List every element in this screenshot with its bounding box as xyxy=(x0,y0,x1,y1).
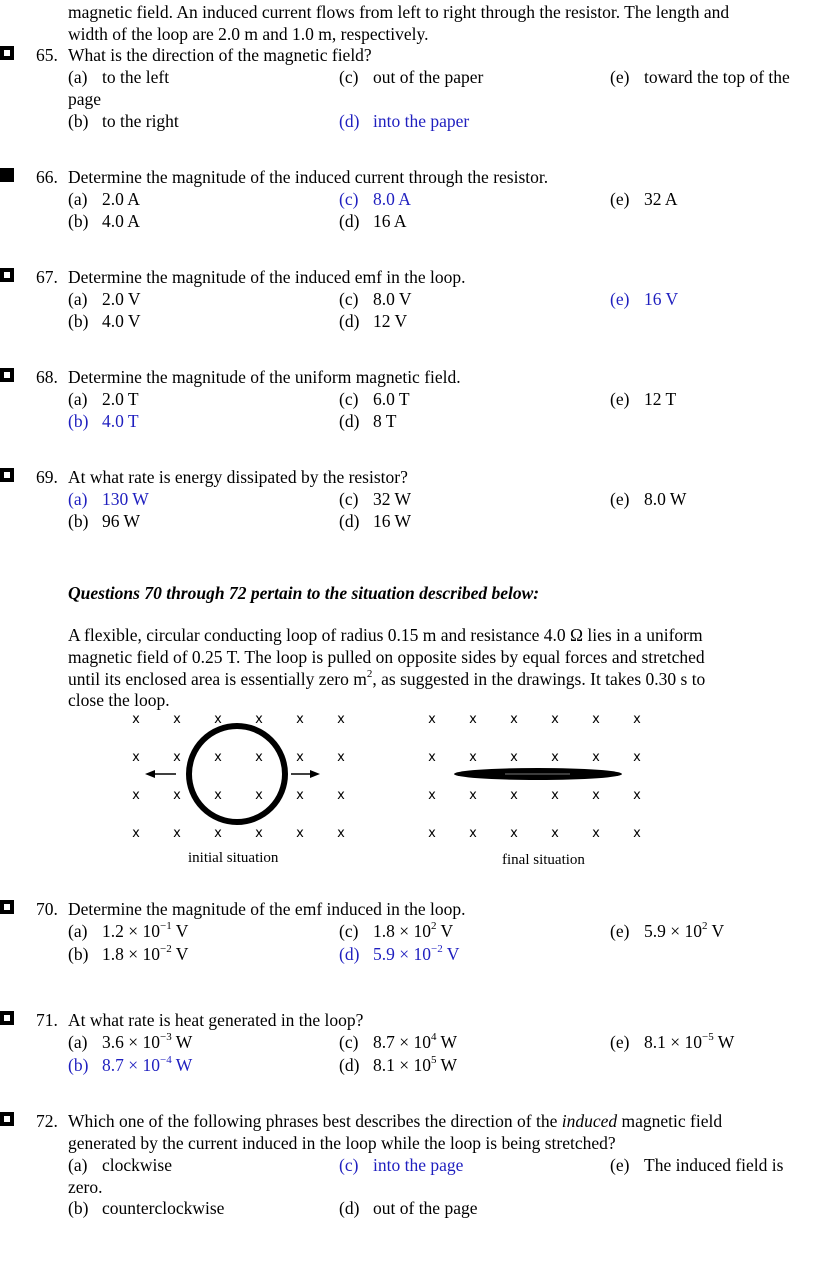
q65-option-b[interactable]: (b) to the right xyxy=(68,111,179,131)
q66-option-c-correct[interactable]: (c) 8.0 A xyxy=(339,189,411,209)
situation-paragraph-line-4: close the loop. xyxy=(68,690,170,710)
field-x-mark: x xyxy=(132,826,140,841)
q66-option-b[interactable]: (b) 4.0 A xyxy=(68,211,140,231)
question-70-number: 70. xyxy=(36,899,58,919)
field-x-mark: x xyxy=(337,826,345,841)
initial-situation-label: initial situation xyxy=(188,850,279,866)
q68-option-b-correct[interactable]: (b) 4.0 T xyxy=(68,411,139,431)
q71-option-a[interactable]: (a) $3.6 \times 10^{-3}$ W xyxy=(68,1031,193,1052)
field-x-mark: x xyxy=(510,826,518,841)
field-x-mark: x xyxy=(214,712,222,727)
question-marker-icon[interactable] xyxy=(0,468,14,482)
field-x-mark: x xyxy=(214,826,222,841)
question-67-number: 67. xyxy=(36,267,58,287)
field-x-mark: x xyxy=(337,788,345,803)
question-marker-filled-icon[interactable] xyxy=(0,168,14,182)
question-marker-icon[interactable] xyxy=(0,1011,14,1025)
question-65-text: What is the direction of the magnetic field? xyxy=(68,45,372,65)
situation-paragraph-line-3: until its enclosed area is essentially zero $m^2$, as suggested in the drawings. It takes 0.30 s to xyxy=(68,668,706,689)
question-68-text: Determine the magnitude of the uniform magnetic field. xyxy=(68,367,461,387)
q69-option-e[interactable]: (e) 8.0 W xyxy=(610,489,687,509)
q70-option-e[interactable]: (e) $5.9 \times 10^2$ V xyxy=(610,920,725,941)
q66-option-d[interactable]: (d) 16 A xyxy=(339,211,407,231)
right-force-arrow-icon xyxy=(291,770,320,778)
q70-option-c[interactable]: (c) $1.8 \times 10^2$ V xyxy=(339,920,454,941)
field-x-mark: x xyxy=(428,712,436,727)
field-x-mark: x xyxy=(469,712,477,727)
field-x-mark: x xyxy=(214,750,222,765)
question-65-number: 65. xyxy=(36,45,58,65)
q69-option-d[interactable]: (d) 16 W xyxy=(339,511,412,531)
question-72-text-line-1: Which one of the following phrases best describes the direction of the induced magnetic field xyxy=(68,1111,723,1131)
q70-option-b[interactable]: (b) $1.8 \times 10^{-2}$ V xyxy=(68,943,189,964)
q65-option-d-correct[interactable]: (d) into the paper xyxy=(339,111,470,131)
field-x-mark: x xyxy=(633,826,641,841)
collapsed-loop-final xyxy=(454,768,622,780)
field-x-mark: x xyxy=(469,788,477,803)
q72-option-e[interactable]: (e) The induced field is xyxy=(610,1155,784,1175)
q72-option-a[interactable]: (a) clockwise xyxy=(68,1155,172,1175)
q69-option-a-correct[interactable]: (a) 130 W xyxy=(68,489,149,509)
q68-option-a[interactable]: (a) 2.0 T xyxy=(68,389,139,409)
field-x-mark: x xyxy=(173,750,181,765)
q67-option-d[interactable]: (d) 12 V xyxy=(339,311,408,331)
field-x-mark: x xyxy=(428,750,436,765)
q69-option-b[interactable]: (b) 96 W xyxy=(68,511,141,531)
field-x-mark: x xyxy=(633,712,641,727)
field-x-mark: x xyxy=(255,750,263,765)
q70-option-d-correct[interactable]: (d) $5.9 \times 10^{-2}$ V xyxy=(339,943,460,964)
field-x-mark: x xyxy=(132,788,140,803)
q71-option-e[interactable]: (e) $8.1 \times 10^{-5}$ W xyxy=(610,1031,735,1052)
question-69-number: 69. xyxy=(36,467,58,487)
field-x-mark: x xyxy=(255,826,263,841)
q72-option-d[interactable]: (d) out of the page xyxy=(339,1198,478,1218)
field-x-mark: x xyxy=(469,826,477,841)
q71-option-d[interactable]: (d) $8.1 \times 10^5$ W xyxy=(339,1054,458,1075)
field-x-mark: x xyxy=(173,826,181,841)
field-x-mark: x xyxy=(173,712,181,727)
intro-line-1: magnetic field. An induced current flows from left to right through the resistor. The length and xyxy=(68,2,730,22)
q65-option-e[interactable]: (e) toward the top of the xyxy=(610,67,790,87)
q67-option-e-correct[interactable]: (e) 16 V xyxy=(610,289,679,309)
field-x-mark: x xyxy=(633,750,641,765)
q65-option-a[interactable]: (a) to the left xyxy=(68,67,170,87)
question-marker-icon[interactable] xyxy=(0,46,14,60)
field-x-mark: x xyxy=(551,712,559,727)
field-x-mark: x xyxy=(255,788,263,803)
q67-option-a[interactable]: (a) 2.0 V xyxy=(68,289,141,309)
q72-option-b[interactable]: (b) counterclockwise xyxy=(68,1198,225,1218)
q71-option-b-correct[interactable]: (b) $8.7 \times 10^{-4}$ W xyxy=(68,1054,193,1075)
field-x-mark: x xyxy=(255,712,263,727)
field-x-mark: x xyxy=(592,712,600,727)
question-67-text: Determine the magnitude of the induced emf in the loop. xyxy=(68,267,466,287)
field-x-mark: x xyxy=(296,712,304,727)
q72-option-e-continued: zero. xyxy=(68,1177,103,1197)
field-x-mark: x xyxy=(510,712,518,727)
question-marker-icon[interactable] xyxy=(0,368,14,382)
field-x-mark: x xyxy=(132,712,140,727)
question-71-text: At what rate is heat generated in the loop? xyxy=(68,1010,364,1030)
situation-paragraph-line-2: magnetic field of 0.25 T. The loop is pulled on opposite sides by equal forces and stretched xyxy=(68,647,705,667)
question-70-text: Determine the magnitude of the emf induced in the loop. xyxy=(68,899,466,919)
question-68-number: 68. xyxy=(36,367,58,387)
field-x-mark: x xyxy=(551,826,559,841)
situation-paragraph-line-1: A flexible, circular conducting loop of radius 0.15 m and resistance 4.0 Ω lies in a uniform xyxy=(68,625,703,645)
field-x-mark: x xyxy=(428,788,436,803)
field-x-mark: x xyxy=(337,750,345,765)
field-x-mark: x xyxy=(510,750,518,765)
intro-line-2: width of the loop are 2.0 m and 1.0 m, respectively. xyxy=(68,24,429,44)
field-x-mark: x xyxy=(633,788,641,803)
question-66-number: 66. xyxy=(36,167,58,187)
field-x-mark: x xyxy=(428,826,436,841)
final-situation-label: final situation xyxy=(502,852,585,868)
q68-option-c[interactable]: (c) 6.0 T xyxy=(339,389,410,409)
field-x-mark: x xyxy=(510,788,518,803)
field-x-mark: x xyxy=(214,788,222,803)
question-66-text: Determine the magnitude of the induced current through the resistor. xyxy=(68,167,549,187)
section-heading: Questions 70 through 72 pertain to the situation described below: xyxy=(68,583,540,603)
field-x-mark: x xyxy=(469,750,477,765)
q67-option-c[interactable]: (c) 8.0 V xyxy=(339,289,412,309)
question-71-number: 71. xyxy=(36,1010,58,1030)
question-72-number: 72. xyxy=(36,1111,58,1131)
loop-diagram xyxy=(0,700,816,870)
question-72-text-line-2: generated by the current induced in the loop while the loop is being stretched? xyxy=(68,1133,616,1153)
question-marker-icon[interactable] xyxy=(0,900,14,914)
left-force-arrow-icon xyxy=(145,770,176,778)
field-x-mark: x xyxy=(132,750,140,765)
field-x-mark: x xyxy=(296,750,304,765)
q65-option-e-continued: page xyxy=(68,89,102,109)
q67-option-b[interactable]: (b) 4.0 V xyxy=(68,311,141,331)
field-x-mark: x xyxy=(173,788,181,803)
q72-option-c-correct[interactable]: (c) into the page xyxy=(339,1155,464,1175)
field-x-mark: x xyxy=(592,750,600,765)
q68-option-d[interactable]: (d) 8 T xyxy=(339,411,397,431)
field-x-mark: x xyxy=(592,788,600,803)
circular-loop-initial xyxy=(189,726,285,822)
q69-option-c[interactable]: (c) 32 W xyxy=(339,489,412,509)
field-x-mark: x xyxy=(337,712,345,727)
field-x-mark: x xyxy=(296,788,304,803)
question-69-text: At what rate is energy dissipated by the resistor? xyxy=(68,467,408,487)
field-x-mark: x xyxy=(551,750,559,765)
field-x-mark: x xyxy=(296,826,304,841)
q70-option-a[interactable]: (a) $1.2 \times 10^{-1}$ V xyxy=(68,920,189,941)
field-x-mark: x xyxy=(592,826,600,841)
q66-option-e[interactable]: (e) 32 A xyxy=(610,189,678,209)
q65-option-c[interactable]: (c) out of the paper xyxy=(339,67,484,87)
question-marker-icon[interactable] xyxy=(0,268,14,282)
q66-option-a[interactable]: (a) 2.0 A xyxy=(68,189,140,209)
q71-option-c[interactable]: (c) $8.7 \times 10^4$ W xyxy=(339,1031,458,1052)
field-x-mark: x xyxy=(551,788,559,803)
q68-option-e[interactable]: (e) 12 T xyxy=(610,389,677,409)
question-marker-icon[interactable] xyxy=(0,1112,14,1126)
